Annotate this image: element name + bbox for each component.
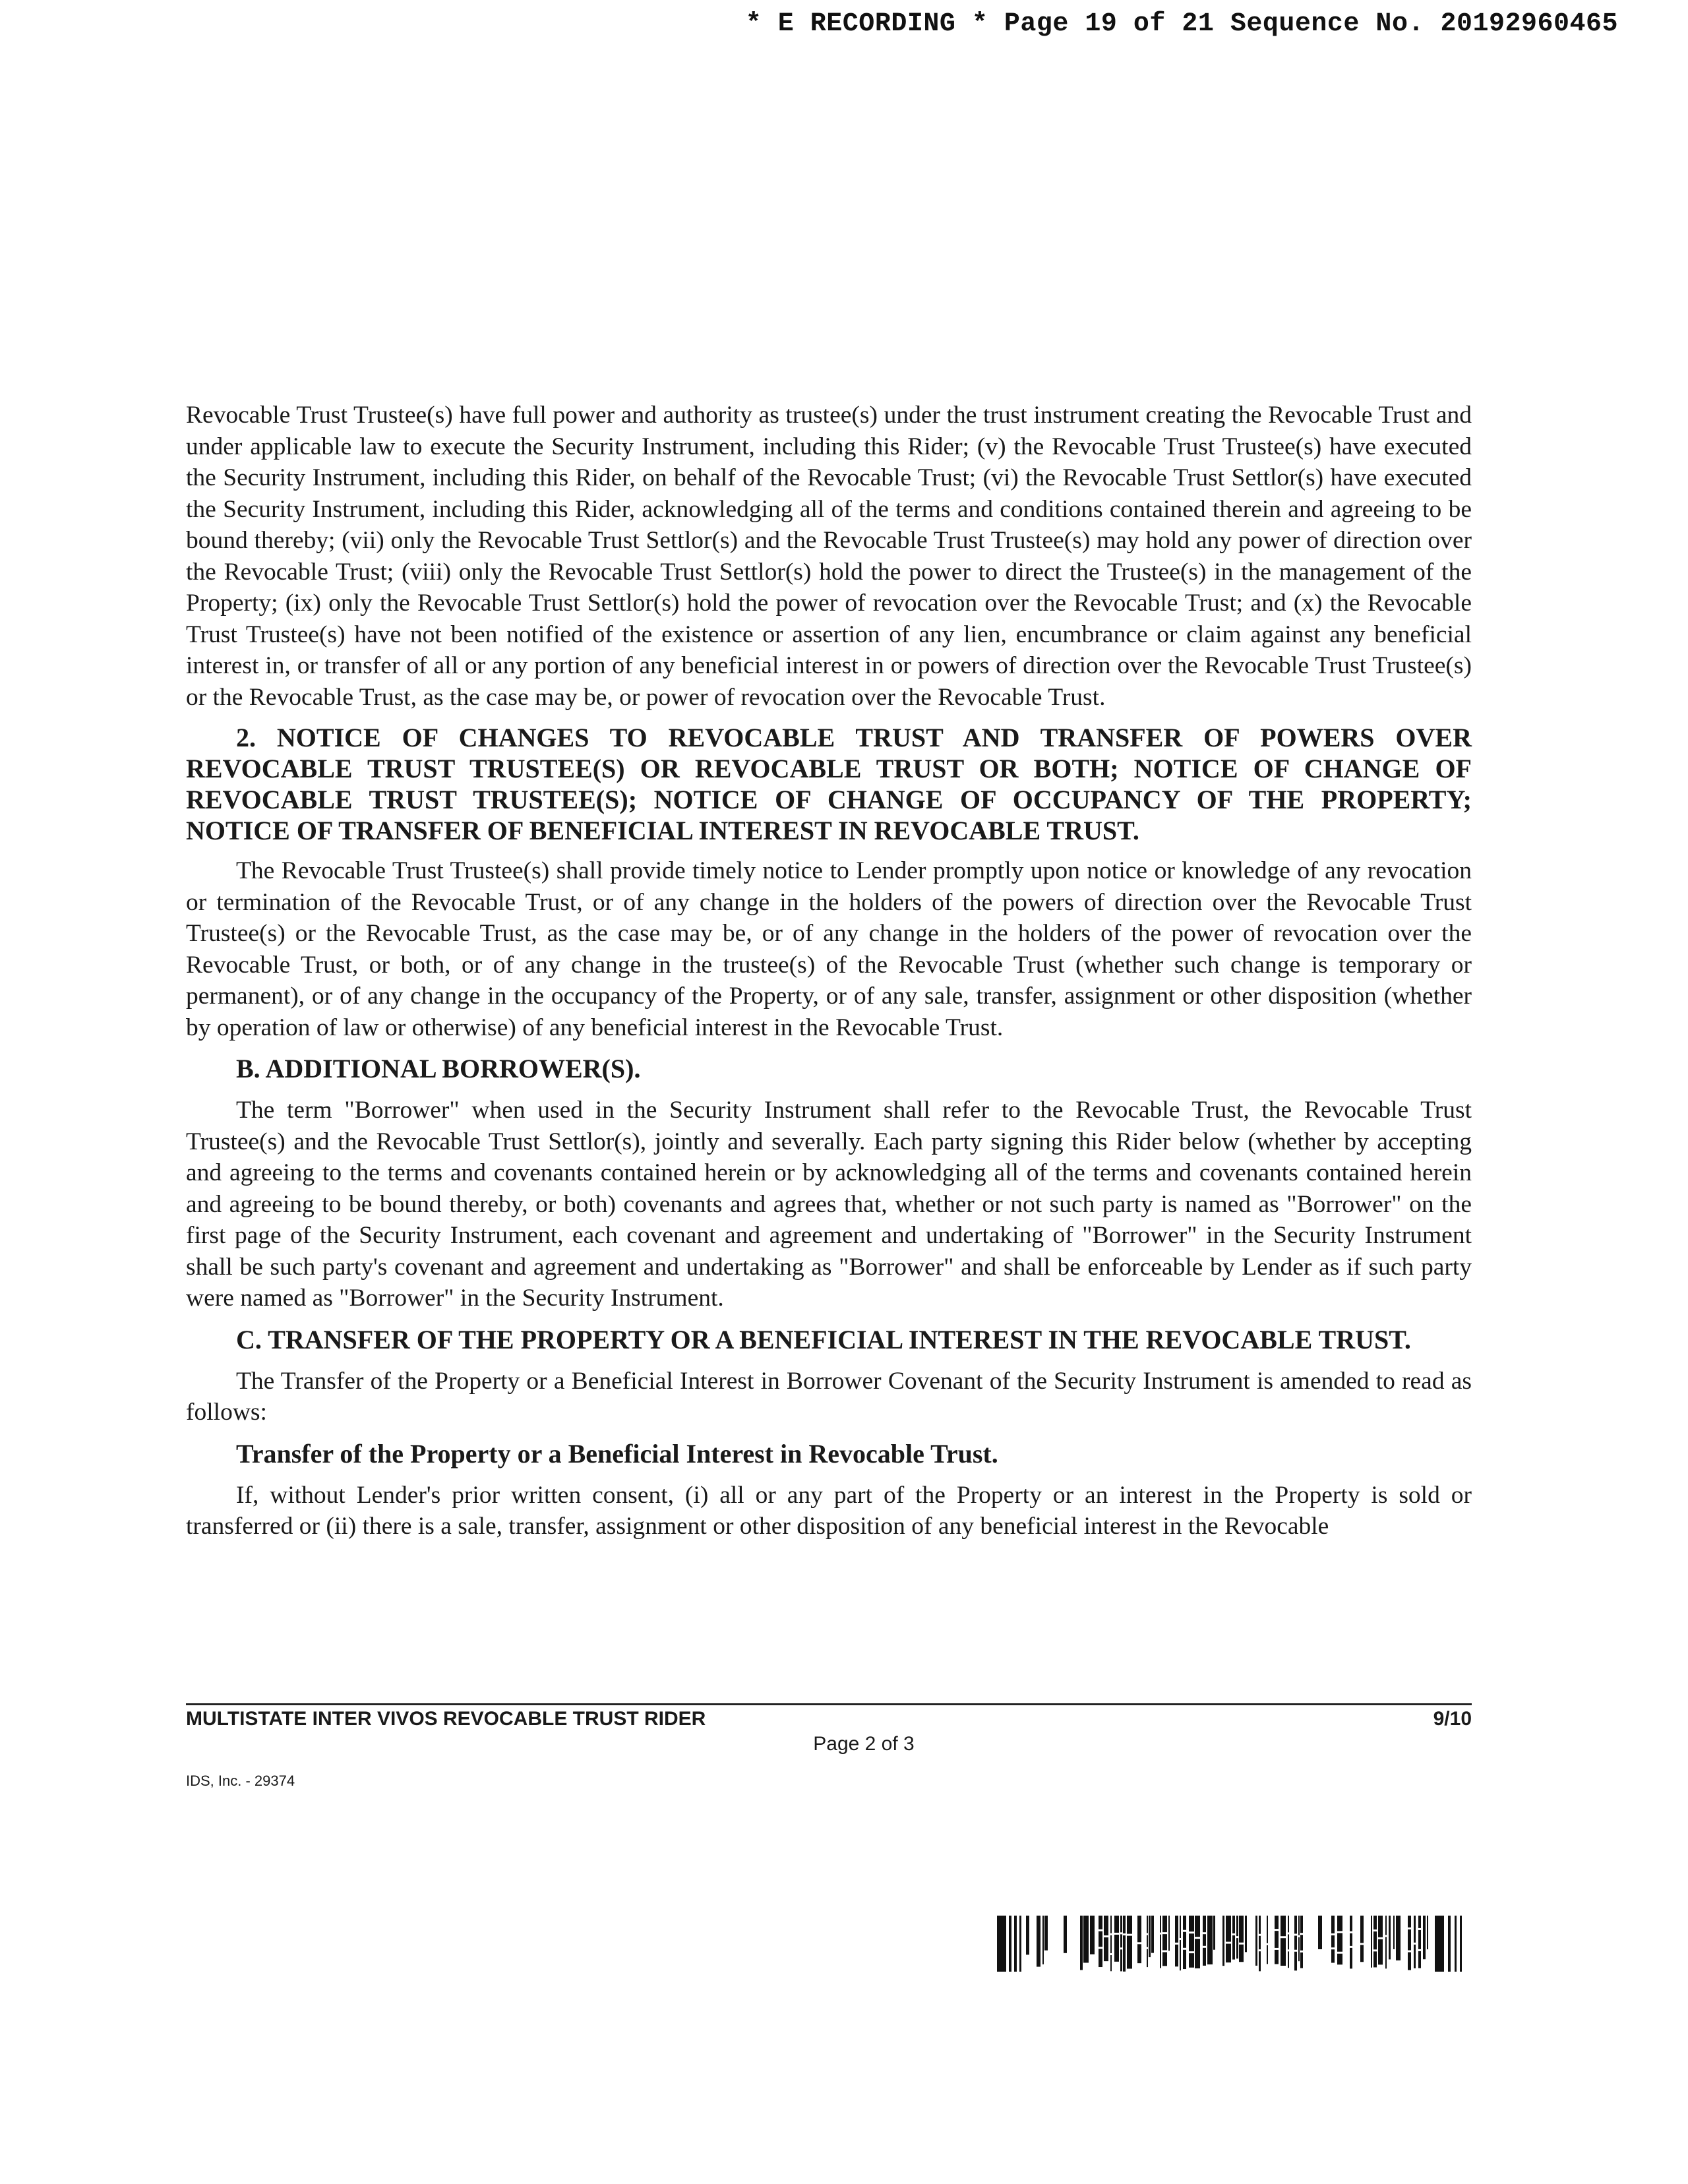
- section-2-heading: 2. NOTICE OF CHANGES TO REVOCABLE TRUST AND TRANSFER OF POWERS OVER REVOCABLE TRUST TRUSTEE(S) OR REVOCABLE TRUST OR BOTH; NOTICE OF CHANGE OF REVOCABLE TRUST TRUSTEE(S); NOTICE OF CHANGE OF OCCUPANCY OF THE PROPERTY; NOTICE OF TRANSFER OF BENEFICIAL INTEREST IN REVOCABLE TRUST.: [186, 723, 1472, 845]
- footer-divider: [186, 1703, 1472, 1705]
- section-c-paragraph-2: If, without Lender's prior written consent, (i) all or any part of the Property or an interest in the Property is sold or transferred or (ii) there is a sale, transfer, assignment or other disposition of any beneficial interest in the Revocable: [186, 1481, 1472, 1540]
- footer-page-number: Page 2 of 3: [813, 1733, 915, 1755]
- barcode: [997, 1916, 1462, 1972]
- document-body: [186, 400, 1472, 1552]
- section-c-heading: C. TRANSFER OF THE PROPERTY OR A BENEFICIAL INTEREST IN THE REVOCABLE TRUST.: [236, 1324, 1411, 1354]
- footer-form-title: MULTISTATE INTER VIVOS REVOCABLE TRUST RIDER: [186, 1708, 706, 1730]
- section-b-heading: B. ADDITIONAL BORROWER(S).: [236, 1054, 641, 1083]
- footer-form-date: 9/10: [1433, 1708, 1472, 1730]
- section-b-paragraph: The term "Borrower" when used in the Security Instrument shall refer to the Revocable Trust, the Revocable Trust Trustee(s) and the Revocable Trust Settlor(s), jointly and severally. Each party signing this Rider below (whether by accepting and agreeing to the terms and covenants contained herein or by acknowledging all of the terms and covenants contained herein and agreeing to be bound thereby, or both) covenants and agrees that, whether or not such party is named as "Borrower" on the first page of the Security Instrument, each covenant and agreement and undertaking of "Borrower" in the Security Instrument shall be such party's covenant and agreement and undertaking as "Borrower" and shall be enforceable by Lender as if such party were named as "Borrower" in the Security Instrument.: [186, 1097, 1472, 1312]
- section-2-paragraph: The Revocable Trust Trustee(s) shall provide timely notice to Lender promptly upon notice or knowledge of any revocation or termination of the Revocable Trust, or of any change in the holders of the powers of direction over the Revocable Trust Trustee(s) or the Revocable Trust, as the case may be, or of any change in the holders of the power of revocation over the Revocable Trust, or both, or of any change in the trustee(s) of the Revocable Trust (whether such change is temporary or permanent), or of any change in the occupancy of the Property, or of any sale, transfer, assignment or other disposition (whether by operation of law or otherwise) of any beneficial interest in the Revocable Trust.: [186, 857, 1472, 1041]
- footer-vendor-id: IDS, Inc. - 29374: [186, 1773, 295, 1789]
- section-c-subheading: Transfer of the Property or a Beneficial Interest in Revocable Trust.: [236, 1438, 998, 1469]
- section-c-paragraph: The Transfer of the Property or a Beneficial Interest in Borrower Covenant of the Security Instrument is amended to read as follows:: [186, 1367, 1472, 1426]
- recording-stamp: * E RECORDING * Page 19 of 21 Sequence No. 20192960465: [745, 9, 1618, 39]
- paragraph-continued: Revocable Trust Trustee(s) have full power and authority as trustee(s) under the trust instrument creating the Revocable Trust and under applicable law to execute the Security Instrument, including this Rider; (v) the Revocable Trust Trustee(s) have executed the Security Instrument, including this Rider, on behalf of the Revocable Trust; (vi) the Revocable Trust Settlor(s) have executed the Security Instrument, including this Rider, acknowledging all of the terms and conditions contained therein and agreeing to be bound thereby; (vii) only the Revocable Trust Settlor(s) and the Revocable Trust Trustee(s) may hold any power of direction over the Revocable Trust; (viii) only the Revocable Trust Settlor(s) hold the power to direct the Trustee(s) in the management of the Property; (ix) only the Revocable Trust Settlor(s) hold the power of revocation over the Revocable Trust; and (x) the Revocable Trust Trustee(s) have not been notified of the existence or assertion of any lien, encumbrance or claim against any beneficial interest in, or transfer of all or any portion of any beneficial interest in or powers of direction over the Revocable Trust Trustee(s) or the Revocable Trust, as the case may be, or power of revocation over the Revocable Trust.: [186, 402, 1472, 711]
